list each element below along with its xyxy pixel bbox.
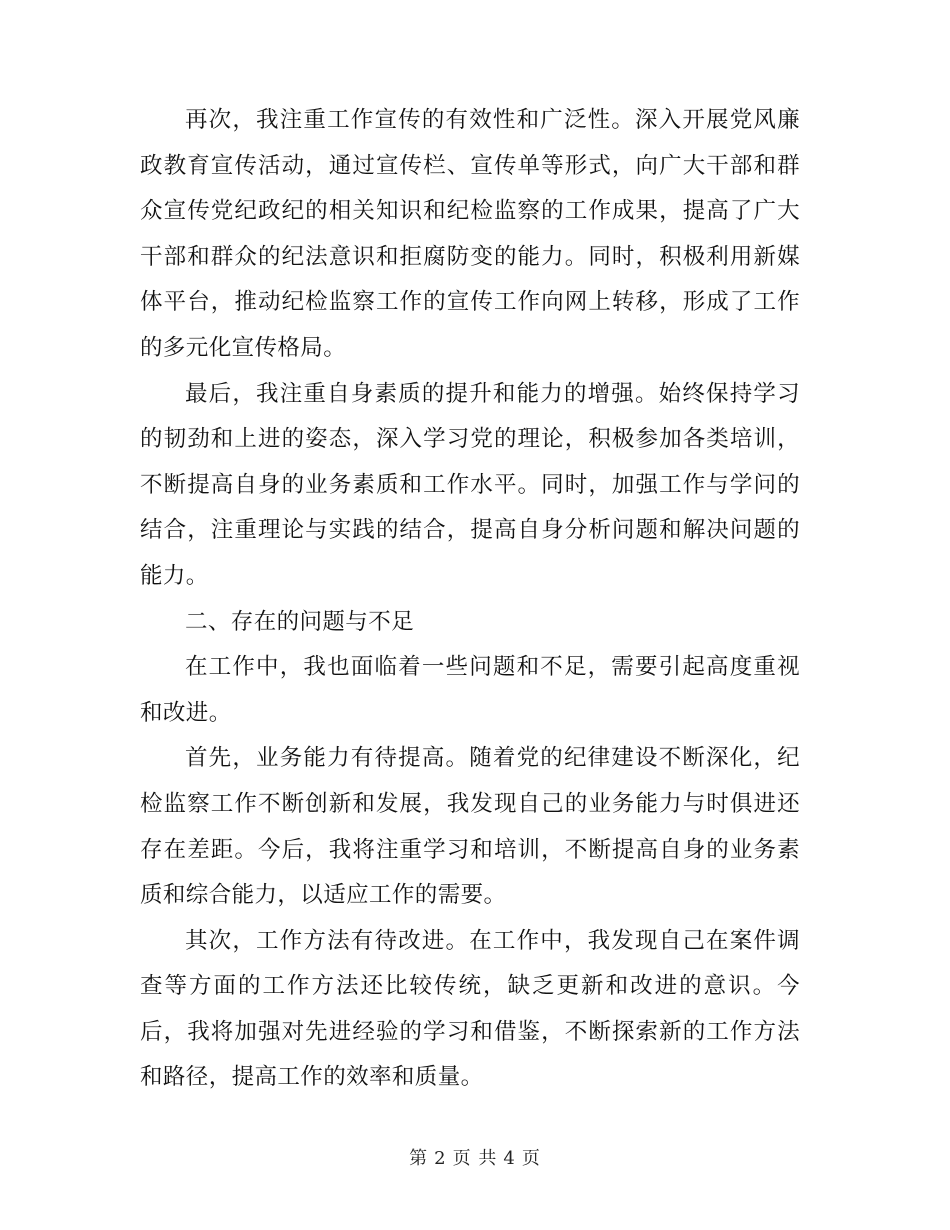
paragraph-business-ability: 首先，业务能力有待提高。随着党的纪律建设不断深化，纪检监察工作不断创新和发展，我发现自己的业务能力与时俱进还存在差距。今后，我将注重学习和培训，不断提高自身的业务素质和综合能力，以适应工作的需要。 — [140, 745, 800, 909]
footer-suffix: 页 — [521, 1148, 541, 1169]
paragraph-publicity: 再次，我注重工作宣传的有效性和广泛性。深入开展党风廉政教育宣传活动，通过宣传栏、宣传单等形式，向广大干部和群众宣传党纪政纪的相关知识和纪检监察的工作成果，提高了广大干部和群众的纪法意识和拒腐防变的能力。同时，积极利用新媒体平台，推动纪检监察工作的宣传工作向网上转移，形成了工作的多元化宣传格局。 — [140, 107, 800, 361]
paragraph-work-methods: 其次，工作方法有待改进。在工作中，我发现自己在案件调查等方面的工作方法还比较传统，缺乏更新和改进的意识。今后，我将加强对先进经验的学习和借鉴，不断探索新的工作方法和路径，提高工作的效率和质量。 — [140, 927, 800, 1091]
section-heading-problems: 二、存在的问题与不足 — [185, 608, 415, 635]
footer-total-pages: 4 — [503, 1148, 516, 1169]
paragraph-self-improvement: 最后，我注重自身素质的提升和能力的增强。始终保持学习的韧劲和上进的姿态，深入学习党的理论，积极参加各类培训，不断提高自身的业务素质和工作水平。同时，加强工作与学问的结合，注重理论与实践的结合，提高自身分析问题和解决问题的能力。 — [140, 380, 800, 589]
paragraph-problems-intro: 在工作中，我也面临着一些问题和不足，需要引起高度重视和改进。 — [140, 654, 800, 726]
document-body — [140, 98, 800, 1101]
footer-current-page: 2 — [434, 1148, 447, 1169]
footer-prefix: 第 — [409, 1148, 429, 1169]
page-footer — [0, 1144, 950, 1174]
footer-middle: 页 共 — [452, 1148, 498, 1169]
